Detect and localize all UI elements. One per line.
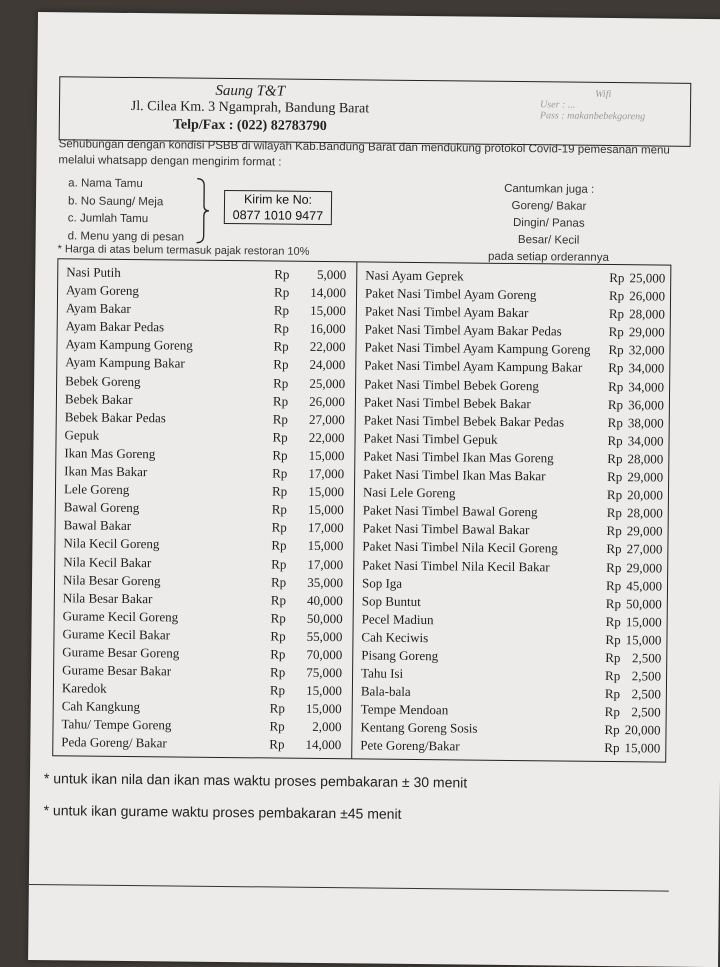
menu-item-price: 15,000 xyxy=(308,447,345,464)
right-brace-icon xyxy=(196,178,211,244)
menu-item-name: Paket Nasi Timbel Ayam Bakar xyxy=(364,303,529,321)
currency-label: Rp xyxy=(272,393,289,409)
menu-item-price: 24,000 xyxy=(309,357,346,373)
menu-item-price: 15,000 xyxy=(310,303,346,319)
currency-label: Rp xyxy=(274,284,290,300)
menu-item-price: 22,000 xyxy=(309,339,346,355)
menu-item-name: Paket Nasi Timbel Ikan Mas Goreng xyxy=(363,448,554,466)
menu-item-price: 36,000 xyxy=(628,396,665,413)
menu-item-name: Cah Kangkung xyxy=(61,698,141,715)
wifi-info xyxy=(540,88,645,122)
currency-label: Rp xyxy=(608,360,624,376)
menu-item-price: 29,000 xyxy=(628,324,665,340)
menu-item-price: 29,000 xyxy=(626,559,663,576)
currency-label: Rp xyxy=(273,320,289,336)
menu-item-name: Nasi Ayam Geprek xyxy=(365,267,464,284)
menu-item-name: Gurame Besar Bakar xyxy=(62,662,172,679)
currency-label: Rp xyxy=(608,288,625,304)
currency-label: Rp xyxy=(605,631,621,648)
menu-item-price: 28,000 xyxy=(629,306,665,322)
menu-item-name: Paket Nasi Timbel Bawal Bakar xyxy=(362,520,530,538)
currency-label: Rp xyxy=(604,686,621,702)
menu-table xyxy=(52,258,671,762)
currency-label: Rp xyxy=(604,704,620,720)
menu-item-price: 40,000 xyxy=(307,592,343,608)
menu-item-price: 70,000 xyxy=(306,646,343,663)
menu-item-name: Ayam Goreng xyxy=(66,282,139,299)
menu-item-price: 2,500 xyxy=(631,686,661,702)
menu-item-name: Gurame Kecil Bakar xyxy=(62,626,171,643)
tax-note: * Harga di atas belum termasuk pajak restoran 10% xyxy=(57,243,310,258)
menu-item-name: Ikan Mas Goreng xyxy=(64,445,156,462)
wifi-label: Wifi xyxy=(595,88,612,101)
menu-item-price: 20,000 xyxy=(624,722,661,738)
menu-item-price: 15,000 xyxy=(307,538,344,554)
menu-item-name: Gepuk xyxy=(64,427,100,443)
currency-label: Rp xyxy=(272,429,288,445)
menu-item-name: Paket Nasi Timbel Gepuk xyxy=(363,430,498,447)
format-item: b. No Saung/ Meja xyxy=(67,194,164,208)
menu-item-price: 75,000 xyxy=(306,664,343,681)
currency-label: Rp xyxy=(607,414,623,430)
menu-item-name: Bawal Bakar xyxy=(63,517,132,534)
menu-item-name: Pisang Goreng xyxy=(361,647,439,664)
menu-item-price: 5,000 xyxy=(316,266,347,283)
currency-label: Rp xyxy=(606,559,622,575)
menu-item-price: 45,000 xyxy=(626,577,663,594)
currency-label: Rp xyxy=(269,700,285,716)
currency-label: Rp xyxy=(605,577,622,593)
kirim-label: Kirim ke No: xyxy=(243,192,313,207)
menu-item-price: 17,000 xyxy=(307,556,344,572)
menu-item-row xyxy=(352,737,664,758)
restaurant-name: Saung T&T xyxy=(215,82,286,100)
menu-item-name: Ayam Bakar xyxy=(65,300,131,317)
menu-item-name: Paket Nasi Timbel Ikan Mas Bakar xyxy=(363,466,546,484)
whatsapp-number-box xyxy=(224,190,332,225)
currency-label: Rp xyxy=(271,555,287,572)
menu-item-price: 27,000 xyxy=(308,411,345,427)
menu-item-name: Gurame Besar Goreng xyxy=(62,644,180,661)
footnote-gurame: * untuk ikan gurame waktu proses pembakaran ±45 menit xyxy=(43,802,402,822)
menu-item-name: Pecel Madiun xyxy=(361,611,434,627)
menu-item-name: Cah Keciwis xyxy=(361,629,429,645)
menu-item-name: Karedok xyxy=(61,680,107,696)
menu-item-price: 26,000 xyxy=(629,288,666,304)
menu-item-price: 27,000 xyxy=(626,541,663,557)
menu-item-price: 35,000 xyxy=(307,574,344,590)
currency-label: Rp xyxy=(273,302,290,318)
menu-item-name: Paket Nasi Timbel Ayam Kampung Goreng xyxy=(364,339,591,358)
menu-item-row xyxy=(53,734,351,755)
menu-item-name: Gurame Kecil Goreng xyxy=(62,608,179,625)
currency-label: Rp xyxy=(274,266,290,282)
currency-label: Rp xyxy=(272,465,288,481)
currency-label: Rp xyxy=(605,595,622,611)
menu-item-price: 28,000 xyxy=(626,505,663,521)
currency-label: Rp xyxy=(606,505,623,521)
currency-label: Rp xyxy=(607,396,624,412)
menu-item-price: 2,000 xyxy=(312,719,342,735)
currency-label: Rp xyxy=(606,541,622,557)
currency-label: Rp xyxy=(269,682,286,698)
currency-label: Rp xyxy=(271,501,288,517)
menu-item-price: 2,500 xyxy=(631,704,661,720)
menu-item-price: 22,000 xyxy=(308,429,345,446)
menu-sheet xyxy=(28,12,720,967)
menu-item-name: Paket Nasi Timbel Nila Kecil Goreng xyxy=(362,538,558,556)
menu-item-name: Tempe Mendoan xyxy=(360,701,449,718)
currency-label: Rp xyxy=(271,537,287,554)
menu-item-price: 15,000 xyxy=(307,502,344,518)
restaurant-address: Jl. Cilea Km. 3 Ngamprah, Bandung Barat xyxy=(130,98,370,117)
menu-item-price: 15,000 xyxy=(625,613,662,630)
currency-label: Rp xyxy=(608,378,624,394)
currency-label: Rp xyxy=(270,646,286,662)
menu-item-price: 38,000 xyxy=(627,414,664,431)
menu-item-name: Nasi Putih xyxy=(66,264,121,280)
currency-label: Rp xyxy=(270,592,287,608)
cantumkan-line: Goreng/ Bakar xyxy=(511,199,587,213)
menu-item-name: Nila Besar Bakar xyxy=(62,589,153,606)
format-item: a. Nama Tamu xyxy=(68,177,143,191)
menu-column-right xyxy=(352,266,669,758)
menu-item-price: 20,000 xyxy=(627,487,664,503)
currency-label: Rp xyxy=(272,411,289,427)
menu-item-price: 15,000 xyxy=(306,683,342,699)
menu-item-price: 25,000 xyxy=(309,375,346,391)
currency-label: Rp xyxy=(273,338,289,355)
menu-item-price: 14,000 xyxy=(310,284,347,301)
menu-item-name: Paket Nasi Timbel Bebek Goreng xyxy=(364,375,539,393)
menu-item-name: Nasi Lele Goreng xyxy=(362,484,456,501)
currency-label: Rp xyxy=(270,610,286,626)
currency-label: Rp xyxy=(273,356,289,373)
menu-item-name: Kentang Goreng Sosis xyxy=(360,719,478,736)
menu-item-name: Peda Goreng/ Bakar xyxy=(61,734,167,751)
menu-item-name: Bawal Goreng xyxy=(63,499,140,516)
menu-item-name: Pete Goreng/Bakar xyxy=(360,737,460,754)
menu-item-price: 16,000 xyxy=(309,321,346,337)
whatsapp-number: 0877 1010 9477 xyxy=(232,208,324,223)
currency-label: Rp xyxy=(270,574,287,590)
menu-item-name: Nila Kecil Goreng xyxy=(63,535,160,552)
menu-item-price: 17,000 xyxy=(308,465,345,482)
format-item: d. Menu yang di pesan xyxy=(67,229,185,244)
menu-item-price: 34,000 xyxy=(628,378,665,395)
menu-item-price: 34,000 xyxy=(628,360,665,377)
menu-item-price: 25,000 xyxy=(629,270,666,286)
menu-column-left xyxy=(53,263,356,755)
menu-item-name: Paket Nasi Timbel Ayam Bakar Pedas xyxy=(364,321,562,339)
currency-label: Rp xyxy=(271,483,288,499)
menu-item-price: 50,000 xyxy=(626,595,662,612)
menu-item-price: 29,000 xyxy=(626,523,663,539)
wifi-user: User : ... xyxy=(539,99,576,111)
currency-label: Rp xyxy=(604,722,620,738)
currency-label: Rp xyxy=(607,469,623,485)
menu-item-name: Bebek Goreng xyxy=(65,372,141,389)
menu-item-name: Paket Nasi Timbel Bawal Goreng xyxy=(362,502,538,520)
menu-item-name: Bebek Bakar xyxy=(64,390,133,407)
footnote-nila: * untuk ikan nila dan ikan mas waktu proses pembakaran ± 30 menit xyxy=(43,770,468,791)
menu-item-name: Paket Nasi Timbel Ayam Goreng xyxy=(364,285,537,303)
currency-label: Rp xyxy=(269,736,285,753)
format-item: c. Jumlah Tamu xyxy=(67,212,149,226)
menu-item-price: 14,000 xyxy=(305,737,342,753)
currency-label: Rp xyxy=(271,519,287,535)
cantumkan-line: Besar/ Kecil xyxy=(517,234,580,247)
currency-label: Rp xyxy=(609,269,625,286)
menu-item-name: Paket Nasi Timbel Bebek Bakar Pedas xyxy=(363,412,565,430)
bottom-rule xyxy=(29,884,669,892)
menu-item-price: 15,000 xyxy=(624,740,661,756)
intro-text: Sehubungan dengan kondisi PSBB di wilayah Kab.Bandung Barat dan mendukung protokol Covid-19 pemesanan menu melalui whatsapp dengan mengirim format : xyxy=(58,138,670,169)
currency-label: Rp xyxy=(270,628,286,644)
menu-item-price: 50,000 xyxy=(306,610,343,627)
menu-item-price: 15,000 xyxy=(625,632,662,648)
menu-item-name: Tahu Isi xyxy=(361,665,404,681)
cantumkan-note xyxy=(473,181,624,268)
menu-item-price: 28,000 xyxy=(627,451,664,467)
menu-item-price: 2,500 xyxy=(631,650,662,666)
menu-item-price: 2,500 xyxy=(631,668,662,684)
menu-item-name: Tahu/ Tempe Goreng xyxy=(61,716,172,733)
currency-label: Rp xyxy=(608,324,624,340)
menu-item-price: 15,000 xyxy=(305,701,342,717)
currency-label: Rp xyxy=(606,523,622,539)
currency-label: Rp xyxy=(272,447,288,463)
currency-label: Rp xyxy=(270,664,286,680)
currency-label: Rp xyxy=(605,668,621,684)
menu-item-price: 55,000 xyxy=(306,628,343,645)
currency-label: Rp xyxy=(608,342,624,358)
cantumkan-line: Dingin/ Panas xyxy=(512,216,585,230)
menu-item-name: Paket Nasi Timbel Ayam Kampung Bakar xyxy=(364,357,583,376)
restaurant-phone: Telp/Fax : (022) 82783790 xyxy=(172,117,327,135)
menu-item-price: 26,000 xyxy=(309,393,346,409)
menu-item-price: 15,000 xyxy=(308,483,345,500)
menu-item-name: Bala-bala xyxy=(360,683,411,700)
currency-label: Rp xyxy=(608,306,625,322)
menu-item-name: Lele Goreng xyxy=(63,481,130,498)
currency-label: Rp xyxy=(269,718,285,734)
currency-label: Rp xyxy=(605,649,621,666)
menu-item-name: Sop Iga xyxy=(361,575,403,591)
menu-item-name: Paket Nasi Timbel Bebek Bakar xyxy=(363,394,531,411)
menu-item-name: Ayam Kampung Goreng xyxy=(65,336,193,354)
currency-label: Rp xyxy=(605,613,621,629)
order-format-list xyxy=(68,175,185,246)
menu-item-name: Ayam Kampung Bakar xyxy=(65,354,185,372)
menu-item-name: Nila Besar Goreng xyxy=(62,571,161,588)
menu-item-name: Bebek Bakar Pedas xyxy=(64,409,166,426)
currency-label: Rp xyxy=(273,375,289,391)
cantumkan-line: pada setiap orderannya xyxy=(487,250,609,264)
currency-label: Rp xyxy=(606,487,623,503)
menu-item-name: Sop Buntut xyxy=(361,593,421,609)
menu-item-price: 34,000 xyxy=(627,433,664,449)
menu-item-name: Ikan Mas Bakar xyxy=(64,463,148,480)
wifi-pass: Pass : makanbebekgoreng xyxy=(539,110,646,123)
menu-item-price: 17,000 xyxy=(307,520,344,536)
currency-label: Rp xyxy=(607,450,623,467)
menu-item-price: 29,000 xyxy=(627,469,664,485)
currency-label: Rp xyxy=(604,740,620,756)
currency-label: Rp xyxy=(607,432,623,448)
menu-item-price: 32,000 xyxy=(628,342,665,358)
menu-item-name: Ayam Bakar Pedas xyxy=(65,318,165,335)
menu-item-name: Paket Nasi Timbel Nila Kecil Bakar xyxy=(362,556,550,574)
menu-item-name: Nila Kecil Bakar xyxy=(63,553,152,570)
cantumkan-line: Cantumkan juga : xyxy=(504,182,595,196)
